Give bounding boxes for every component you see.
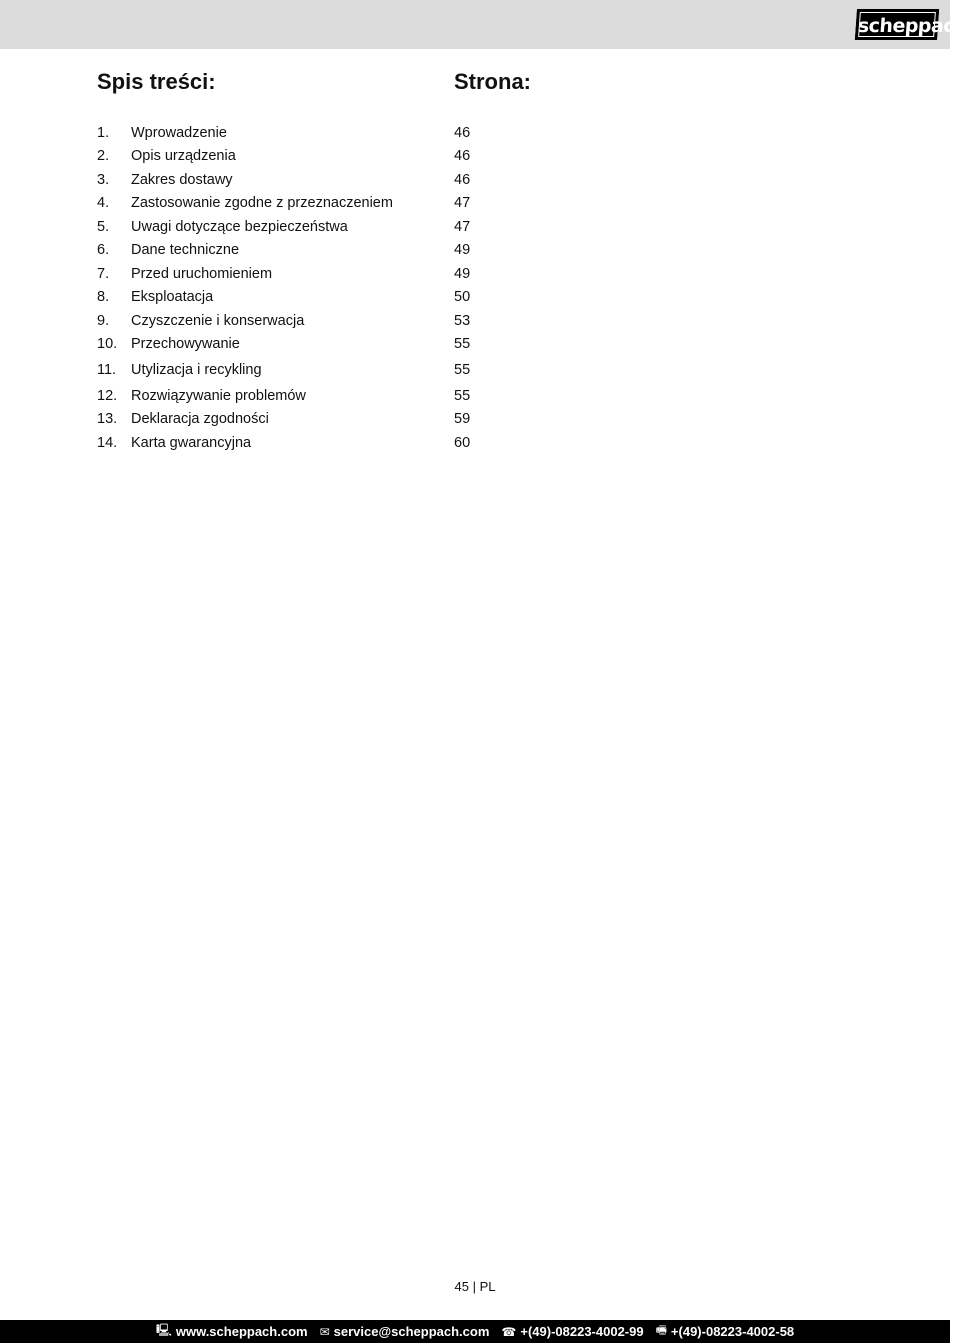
toc-entry[interactable] xyxy=(97,262,517,286)
toc-entry[interactable] xyxy=(97,215,517,239)
toc-heading: Spis treści: xyxy=(97,69,216,94)
toc-entry-title: Wprowadzenie xyxy=(131,124,227,141)
toc-entry[interactable] xyxy=(97,431,517,455)
toc-entry-page: 60 xyxy=(454,434,471,451)
toc-entry-title: Zastosowanie zgodne z przeznaczeniem xyxy=(131,195,393,212)
toc-entry-number: 1. xyxy=(97,124,110,141)
fax-icon: 🖷 xyxy=(655,1323,667,1337)
toc-entry-title: Deklaracja zgodności xyxy=(131,411,269,428)
toc-entry-title: Eksploatacja xyxy=(131,289,214,306)
toc-entry-number: 11. xyxy=(97,362,117,378)
toc-entry-page: 55 xyxy=(454,336,471,353)
toc-entry-title: Przechowywanie xyxy=(131,336,240,353)
toc-list xyxy=(97,121,517,455)
page-number: 45 | PL xyxy=(454,1279,496,1294)
toc-entry-number: 2. xyxy=(97,148,110,165)
email-link[interactable]: service@scheppach.com xyxy=(333,1324,490,1339)
toc-entry-title: Dane techniczne xyxy=(131,242,240,259)
computer-icon: 🖳 xyxy=(155,1323,172,1337)
toc-entry-page: 53 xyxy=(454,312,471,329)
toc-entry-number: 6. xyxy=(97,242,110,259)
toc-entry-page: 49 xyxy=(454,242,471,259)
toc-entry-page: 46 xyxy=(454,148,471,165)
toc-entry[interactable] xyxy=(97,384,517,408)
toc-entry[interactable] xyxy=(97,333,517,357)
toc-entry-number: 14. xyxy=(97,434,118,451)
website-link[interactable]: www.scheppach.com xyxy=(175,1324,308,1339)
toc-entry[interactable] xyxy=(97,286,517,310)
page-column-heading: Strona: xyxy=(454,69,531,94)
toc-entry[interactable] xyxy=(97,239,517,263)
mail-icon: ✉ xyxy=(319,1324,330,1339)
toc-entry[interactable] xyxy=(97,356,517,384)
toc-entry-number: 7. xyxy=(97,265,110,282)
toc-entry-page: 47 xyxy=(454,195,471,212)
toc-entry-number: 5. xyxy=(97,218,110,235)
footer-fax xyxy=(656,1321,795,1342)
toc-entry-number: 12. xyxy=(97,387,118,404)
toc-entry-page: 55 xyxy=(454,362,471,378)
toc-entry[interactable] xyxy=(97,408,517,432)
toc-entry-page: 49 xyxy=(454,265,471,282)
toc-entry-title: Utylizacja i recykling xyxy=(131,362,262,378)
phone-number[interactable]: +(49)-08223-4002-99 xyxy=(520,1324,644,1339)
phone-icon: ☎ xyxy=(501,1324,517,1339)
footer-website[interactable] xyxy=(156,1321,308,1342)
toc-entry-number: 10. xyxy=(97,336,118,353)
toc-entry[interactable] xyxy=(97,192,517,216)
toc-entry-page: 55 xyxy=(454,387,471,404)
footer-bar xyxy=(0,1320,950,1343)
toc-entry-title: Zakres dostawy xyxy=(131,171,233,188)
toc-entry-title: Przed uruchomieniem xyxy=(131,265,273,282)
toc-entry[interactable] xyxy=(97,145,517,169)
toc-entry-number: 3. xyxy=(97,171,110,188)
toc-entry-number: 9. xyxy=(97,312,110,329)
toc-entry-number: 4. xyxy=(97,195,110,212)
toc-entry-number: 8. xyxy=(97,289,110,306)
toc-entry-page: 46 xyxy=(454,124,471,141)
toc-entry-title: Czyszczenie i konserwacja xyxy=(131,312,305,329)
toc-entry-title: Opis urządzenia xyxy=(131,148,236,165)
header-bar xyxy=(0,0,968,49)
toc-entry-title: Rozwiązywanie problemów xyxy=(131,387,306,404)
toc-entry-number: 13. xyxy=(97,411,118,428)
toc-entry-title: Karta gwarancyjna xyxy=(131,434,252,451)
toc-entry[interactable] xyxy=(97,309,517,333)
toc-entry[interactable] xyxy=(97,168,517,192)
toc-entry[interactable] xyxy=(97,121,517,145)
fax-number: +(49)-08223-4002-58 xyxy=(670,1324,795,1339)
scheppach-logo: scheppach xyxy=(855,9,939,40)
toc-entry-page: 59 xyxy=(454,411,471,428)
footer-email[interactable] xyxy=(320,1324,490,1339)
footer-phone[interactable] xyxy=(501,1324,643,1339)
toc-entry-page: 50 xyxy=(454,289,471,306)
toc-entry-page: 47 xyxy=(454,218,471,235)
toc-entry-page: 46 xyxy=(454,171,471,188)
toc-entry-title: Uwagi dotyczące bezpieczeństwa xyxy=(131,218,348,235)
